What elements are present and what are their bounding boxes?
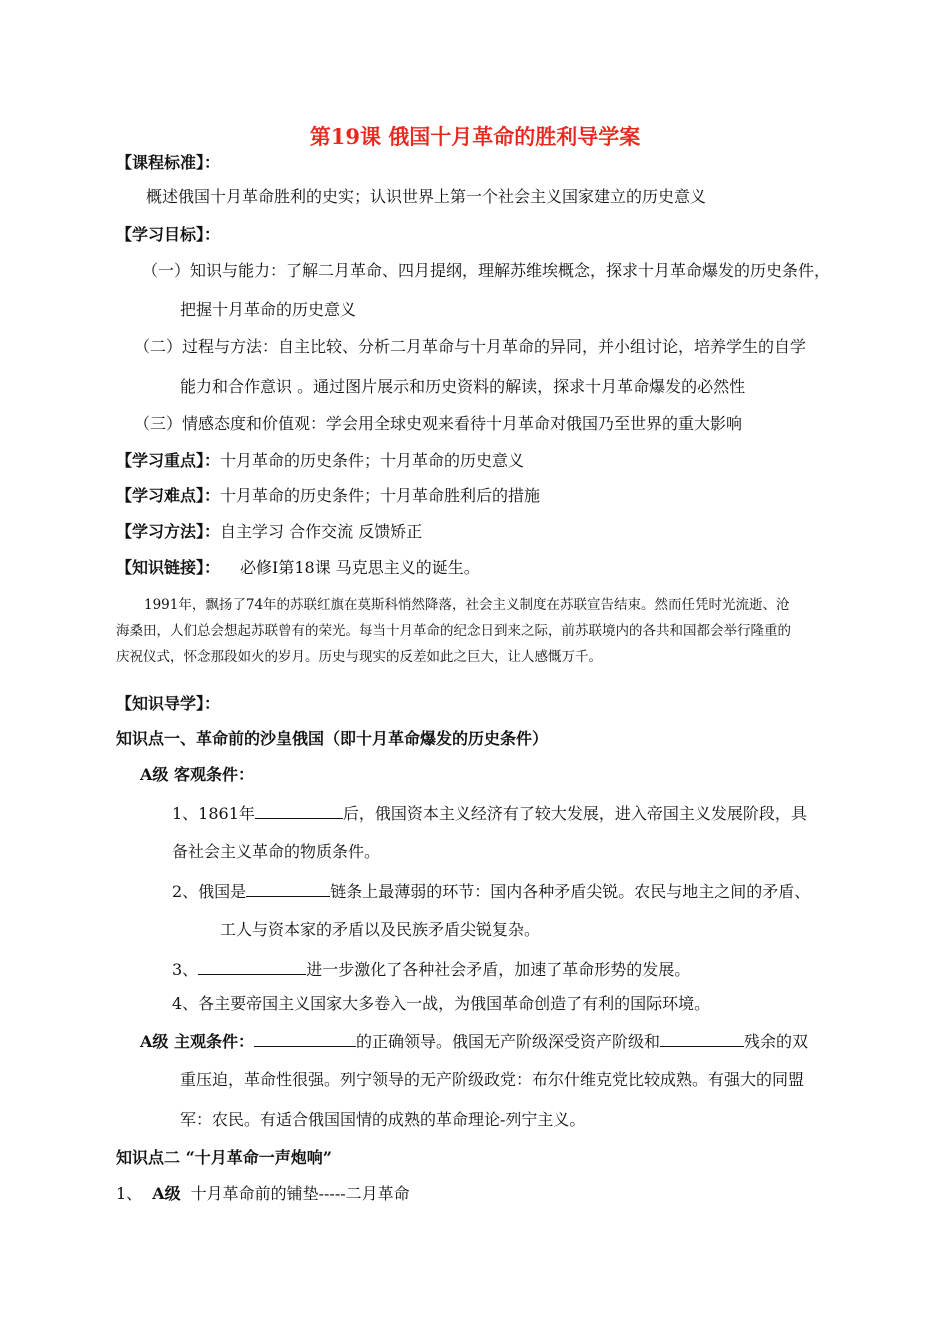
subjective-conditions-line-2: 重压迫，革命性很强。列宁领导的无产阶级政党：布尔什维克党比较成熟。有强大的同盟 bbox=[180, 1070, 805, 1089]
answer-blank-5[interactable] bbox=[660, 1030, 744, 1047]
subjective-conditions-line-3: 军：农民。有适合俄国国情的成熟的革命理论-列宁主义。 bbox=[180, 1110, 586, 1129]
objectives-heading: 【学习目标】： bbox=[116, 225, 221, 244]
methods-text: 自主学习 合作交流 反馈矫正 bbox=[220, 522, 423, 541]
answer-blank-3[interactable] bbox=[198, 958, 306, 975]
sub-point-1-level: A级 bbox=[152, 1184, 181, 1203]
course-standard-text: 概述俄国十月革命胜利的史实；认识世界上第一个社会主义国家建立的历史意义 bbox=[146, 187, 707, 206]
key-points-heading: 【学习重点】： bbox=[116, 451, 221, 470]
objective-condition-2-line-2: 工人与资本家的矛盾以及民族矛盾尖锐复杂。 bbox=[220, 920, 541, 939]
subj-text-a: 的正确领导。俄国无产阶级深受资产阶级和 bbox=[356, 1032, 661, 1051]
key-points-row bbox=[116, 451, 524, 471]
objective-condition-2-line-1 bbox=[172, 880, 810, 902]
objective-condition-4: 4、各主要帝国主义国家大多卷入一战，为俄国革命创造了有利的国际环境。 bbox=[172, 994, 711, 1013]
difficulties-row bbox=[116, 486, 540, 506]
sub-point-1 bbox=[116, 1184, 410, 1204]
objective-conditions-label: A级 客观条件： bbox=[140, 765, 254, 784]
objective-1-line-2: 把握十月革命的历史意义 bbox=[180, 300, 357, 319]
obj3-suffix: 进一步激化了各种社会矛盾，加速了革命形势的发展。 bbox=[306, 960, 691, 979]
sub-point-1-number: 1、 bbox=[116, 1184, 143, 1203]
link-text: 必修Ⅰ第18课 马克思主义的诞生。 bbox=[240, 558, 480, 577]
answer-blank-4[interactable] bbox=[254, 1030, 356, 1047]
obj2-prefix: 2、俄国是 bbox=[172, 882, 247, 901]
methods-heading: 【学习方法】： bbox=[116, 522, 221, 541]
page-title: 第19课 俄国十月革命的胜利导学案 bbox=[309, 124, 641, 149]
subjective-conditions-line-1 bbox=[140, 1030, 808, 1052]
answer-blank-2[interactable] bbox=[246, 880, 330, 897]
obj3-prefix: 3、 bbox=[172, 960, 199, 979]
answer-blank-1[interactable] bbox=[255, 802, 343, 819]
subj-text-b: 残余的双 bbox=[744, 1032, 809, 1051]
objective-2-line-1: （二）过程与方法：自主比较、分析二月革命与十月革命的异同，并小组讨论，培养学生的自学 bbox=[134, 337, 807, 356]
methods-row bbox=[116, 522, 422, 542]
link-heading: 【知识链接】： bbox=[116, 558, 221, 577]
difficulties-heading: 【学习难点】： bbox=[116, 486, 221, 505]
intro-line-1: 1991年，飘扬了74年的苏联红旗在莫斯科悄然降落，社会主义制度在苏联宣告结束。然而任凭时光流逝、沧 bbox=[144, 597, 790, 613]
link-row bbox=[116, 558, 480, 578]
obj1-prefix: 1、1861年 bbox=[172, 804, 255, 823]
objective-condition-1-line-1 bbox=[172, 802, 807, 824]
guide-heading: 【知识导学】： bbox=[116, 694, 221, 713]
intro-paragraph bbox=[116, 592, 791, 670]
sub-point-1-text: 十月革命前的铺垫-----二月革命 bbox=[190, 1184, 410, 1203]
knowledge-point-2: 知识点二 “十月革命一声炮响” bbox=[116, 1148, 332, 1167]
intro-line-3: 庆祝仪式，怀念那段如火的岁月。历史与现实的反差如此之巨大，让人感慨万千。 bbox=[116, 649, 602, 665]
objective-3: （三）情感态度和价值观：学会用全球史观来看待十月革命对俄国乃至世界的重大影响 bbox=[134, 414, 743, 433]
objective-2-line-2: 能力和合作意识 。通过图片展示和历史资料的解读，探求十月革命爆发的必然性 bbox=[180, 377, 746, 396]
obj2-suffix: 链条上最薄弱的环节：国内各种矛盾尖锐。农民与地主之间的矛盾、 bbox=[330, 882, 811, 901]
subjective-conditions-label: A级 主观条件： bbox=[140, 1032, 254, 1051]
knowledge-point-1: 知识点一、革命前的沙皇俄国（即十月革命爆发的历史条件） bbox=[116, 729, 549, 748]
objective-1-line-1: （一）知识与能力：了解二月革命、四月提纲，理解苏维埃概念，探求十月革命爆发的历史条件， bbox=[142, 261, 831, 280]
intro-line-2: 海桑田，人们总会想起苏联曾有的荣光。每当十月革命的纪念日到来之际，前苏联境内的各共和国都会举行隆重的 bbox=[116, 623, 791, 639]
objective-condition-1-line-2: 备社会主义革命的物质条件。 bbox=[172, 842, 381, 861]
obj1-suffix: 后，俄国资本主义经济有了较大发展，进入帝国主义发展阶段，具 bbox=[342, 804, 807, 823]
objective-condition-3 bbox=[172, 958, 690, 980]
difficulties-text: 十月革命的历史条件；十月革命胜利后的措施 bbox=[220, 486, 541, 505]
course-standard-heading: 【课程标准】： bbox=[116, 153, 221, 172]
key-points-text: 十月革命的历史条件；十月革命的历史意义 bbox=[220, 451, 525, 470]
